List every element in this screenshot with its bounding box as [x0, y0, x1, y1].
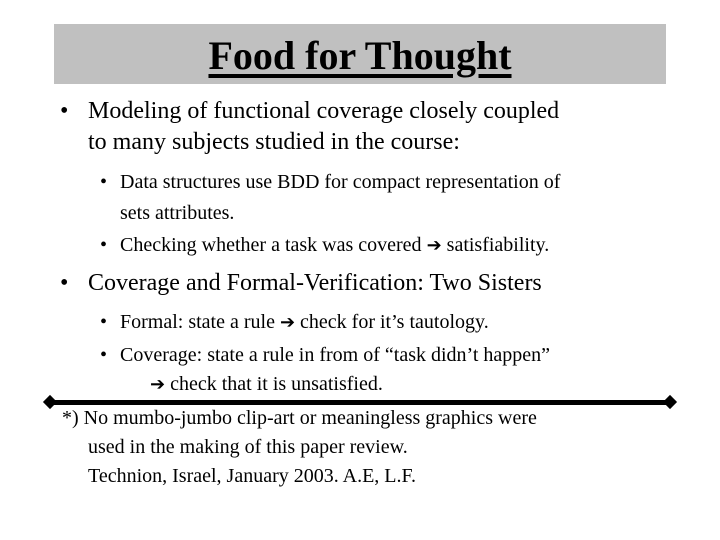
footnote-line-1: *) No mumbo-jumbo clip-art or meaningless graphics were: [62, 407, 537, 429]
sub-bullet-2-2-result: check that it is unsatisfied.: [170, 373, 383, 395]
sub-bullet-1-2-text: Checking whether a task was covered: [120, 234, 422, 256]
sub-bullet-2-2-line-2: [150, 369, 383, 400]
sub-bullet-1-1-line-1: Data structures use BDD for compact representation of: [120, 171, 561, 193]
sub-bullet-1-2-result: satisfiability.: [446, 234, 550, 256]
footnote-line-3: Technion, Israel, January 2003. A.E, L.F.: [88, 465, 417, 487]
right-arrow-icon: ➔: [426, 235, 442, 255]
sub-bullet-dot-1-1: •: [100, 171, 108, 193]
sub-bullet-2-1: [120, 307, 489, 338]
sub-bullet-1-2: [120, 230, 549, 261]
bullet-2-line-1: Coverage and Formal-Verification: Two Sisters: [88, 270, 542, 296]
slide-title: Food for Thought: [208, 33, 512, 78]
sub-bullet-dot-1-2: •: [100, 234, 108, 256]
bullet-1-line-2: to many subjects studied in the course:: [88, 129, 460, 155]
sub-bullet-dot-2-1: •: [100, 311, 108, 333]
bullet-dot-2: •: [60, 270, 69, 296]
sub-bullet-2-1-text: Formal: state a rule: [120, 311, 275, 333]
diamond-left-icon: [43, 395, 57, 409]
bullet-dot-1: •: [60, 98, 69, 124]
diamond-right-icon: [663, 395, 677, 409]
bullet-1-line-1: Modeling of functional coverage closely coupled: [88, 98, 560, 124]
right-arrow-icon: ➔: [279, 312, 296, 332]
sub-bullet-dot-2-2: •: [100, 344, 108, 366]
right-arrow-icon: ➔: [150, 374, 166, 394]
sub-bullet-2-2-line-1: Coverage: state a rule in from of “task didn’t happen”: [120, 344, 551, 366]
sub-bullet-2-1-result: check for it’s tautology.: [300, 311, 489, 333]
footnote-line-2: used in the making of this paper review.: [88, 436, 408, 458]
sub-bullet-1-1-line-2: sets attributes.: [120, 202, 235, 224]
